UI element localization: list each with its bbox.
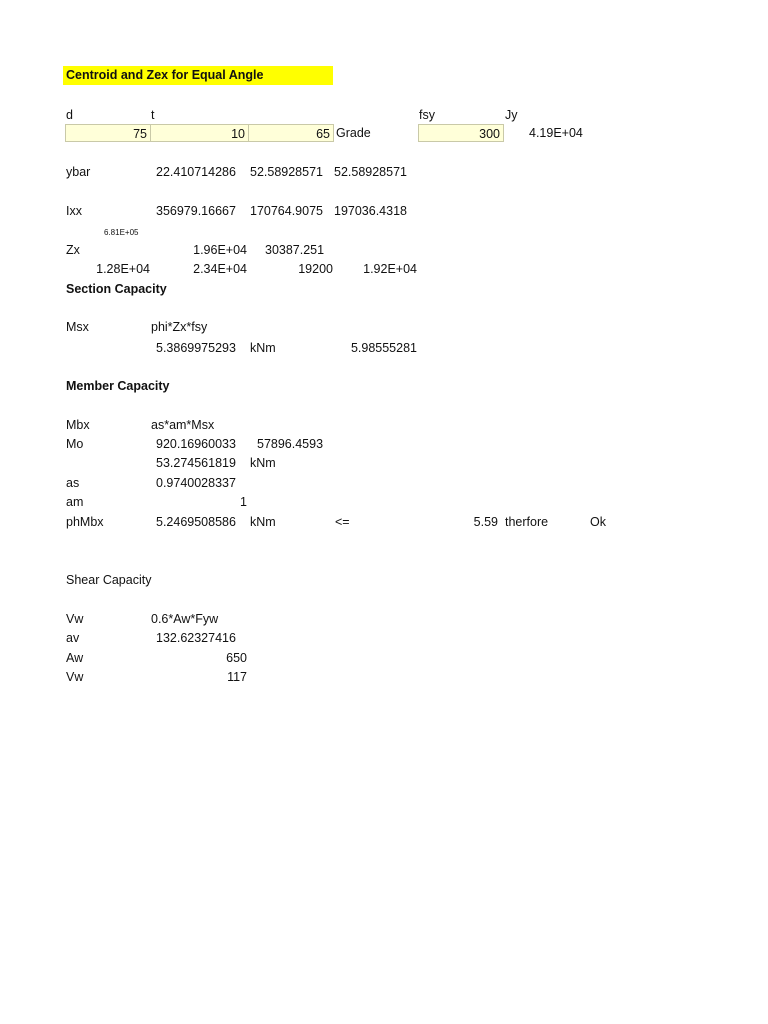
jy-label: Jy [505,108,518,122]
member-capacity-heading: Member Capacity [66,379,170,393]
grade-label: Grade [336,126,371,140]
msx-formula: phi*Zx*fsy [151,320,208,334]
comparison-symbol: <= [335,515,350,529]
aw-value: 650 [226,651,247,665]
aw-label: Aw [66,651,84,665]
sheet-title: Centroid and Zex for Equal Angle [66,68,264,82]
phmbx-unit: kNm [250,515,276,529]
av-value: 132.62327416 [156,631,236,645]
am-label: am [66,495,84,509]
ixx-label: Ixx [66,204,82,218]
zx-row2-value-3: 19200 [298,262,333,276]
zx-note: 6.81E+05 [104,228,139,237]
mo-label: Mo [66,437,84,451]
zx-row2-value-2: 2.34E+04 [193,262,247,276]
mbx-label: Mbx [66,418,90,432]
msx-unit: kNm [250,341,276,355]
vw-label: Vw [66,612,84,626]
mo-value-3: 53.274561819 [156,456,236,470]
phmbx-label: phMbx [66,515,104,529]
ybar-label: ybar [66,165,91,179]
ybar-value-2: 52.58928571 [250,165,323,179]
zx-row2-value-1: 1.28E+04 [96,262,150,276]
d-label: d [66,108,73,122]
vw2-label: Vw [66,670,84,684]
mbx-formula: as*am*Msx [151,418,215,432]
fsy-value: 300 [479,127,500,141]
t-label: t [151,108,155,122]
t-input-cell[interactable] [150,124,249,142]
therefore-text: therfore [505,515,549,529]
mo-unit: kNm [250,456,276,470]
d-value: 75 [133,127,147,141]
section-capacity-heading: Section Capacity [66,282,167,296]
mo-value-1: 920.16960033 [156,437,236,451]
zx-value-2: 30387.251 [265,243,325,257]
av-label: av [66,631,80,645]
limit-value: 5.59 [473,515,498,529]
mo-value-2: 57896.4593 [257,437,324,451]
msx-label: Msx [66,320,89,334]
am-value: 1 [240,495,247,509]
result-text: Ok [590,515,606,529]
third-input-cell[interactable] [248,124,334,142]
third-value: 65 [316,127,330,141]
ixx-value-1: 356979.16667 [156,204,236,218]
zx-label: Zx [66,243,80,257]
ixx-value-3: 197036.4318 [334,204,407,218]
ixx-value-2: 170764.9075 [250,204,323,218]
vw2-value: 117 [227,670,247,684]
phmbx-value: 5.2469508586 [156,515,236,529]
as-value: 0.9740028337 [156,476,236,490]
t-value: 10 [231,127,245,141]
vw-formula: 0.6*Aw*Fyw [151,612,219,626]
zx-row2-value-4: 1.92E+04 [363,262,417,276]
d-input-cell[interactable] [65,124,151,142]
ybar-value-3: 52.58928571 [334,165,407,179]
zx-value-1: 1.96E+04 [193,243,247,257]
ybar-value-1: 22.410714286 [156,165,236,179]
msx-other-value: 5.98555281 [350,341,417,355]
msx-value: 5.3869975293 [156,341,236,355]
fsy-label: fsy [419,108,435,122]
as-label: as [66,476,80,490]
shear-capacity-heading: Shear Capacity [66,573,152,587]
fsy-input-cell[interactable] [418,124,504,142]
jy-value: 4.19E+04 [529,126,583,140]
